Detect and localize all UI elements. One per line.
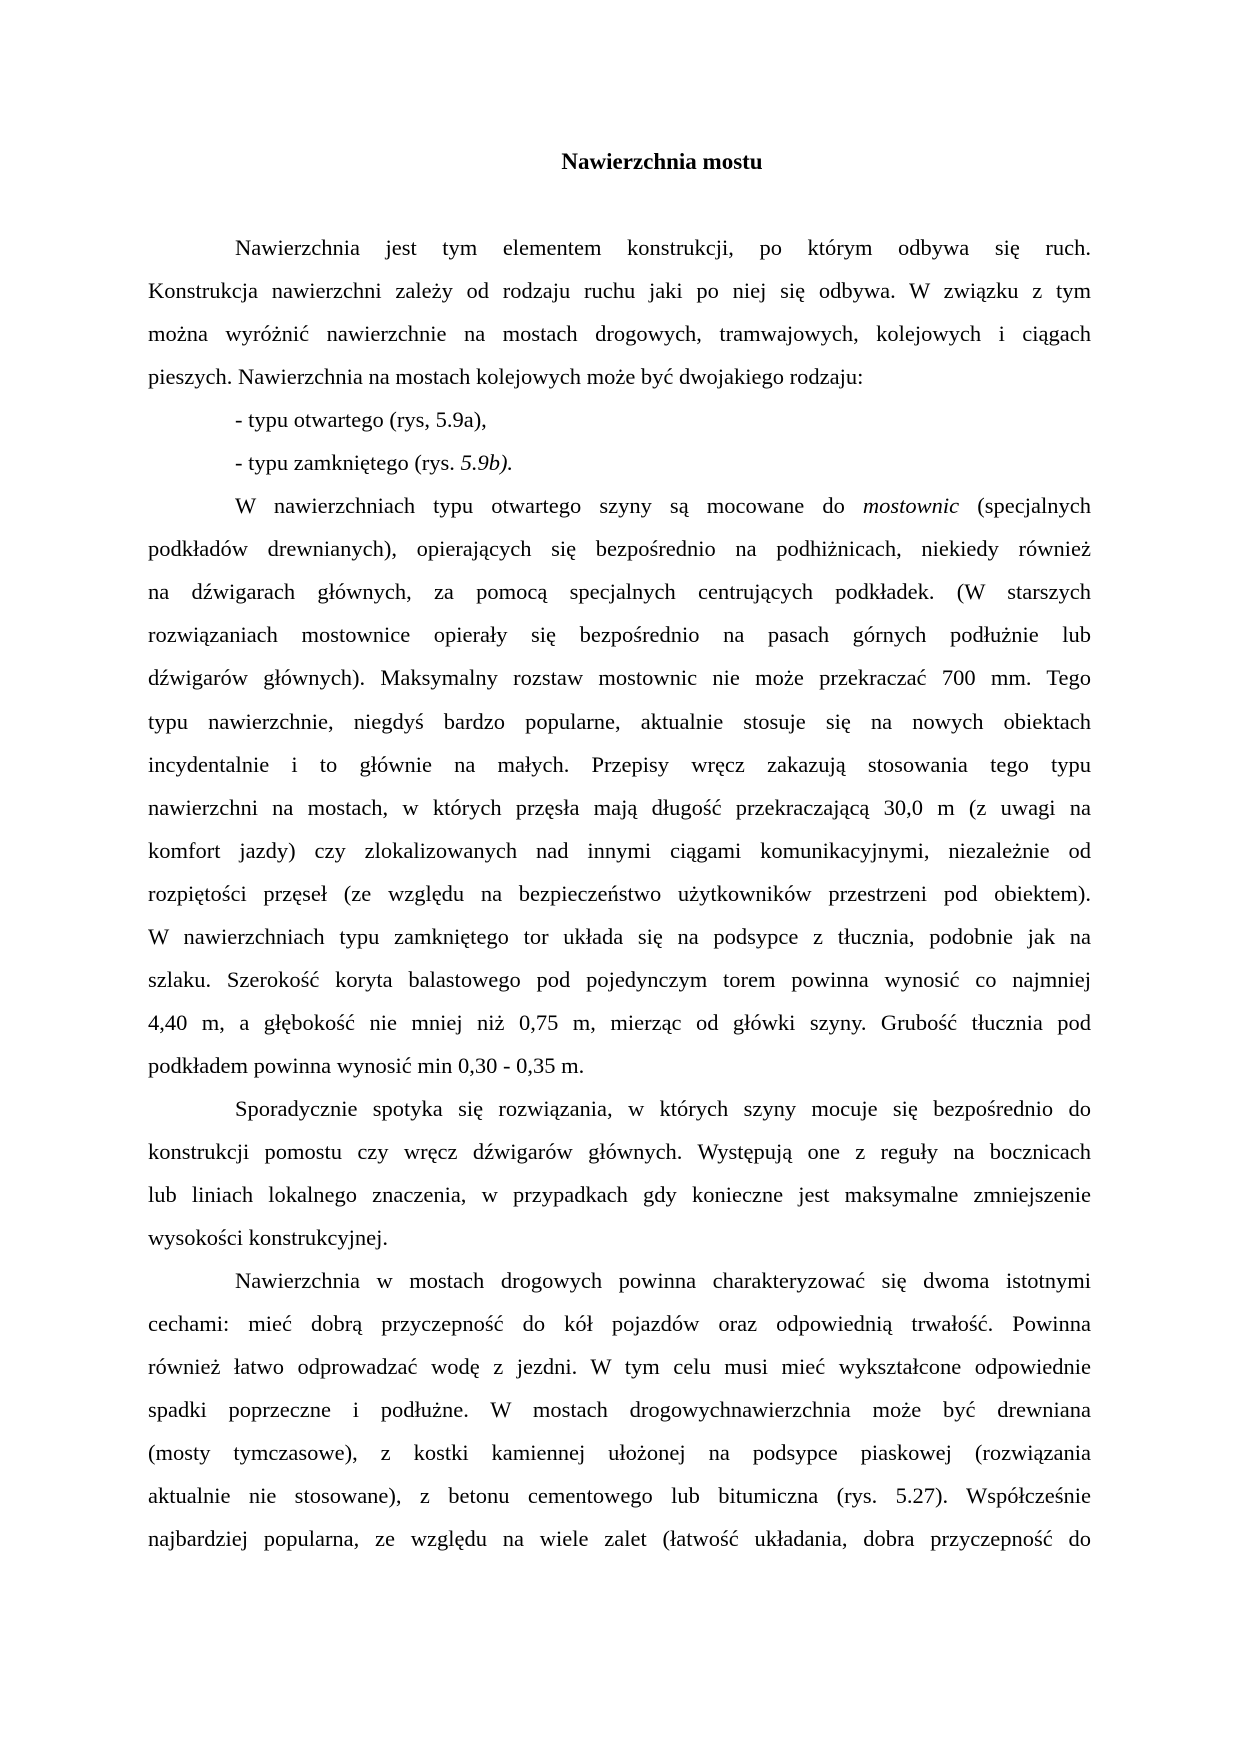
text-line: rozwiązaniach mostownice opierały się bezpośrednio na pasach górnych podłużnie lub xyxy=(148,622,1091,648)
text-line: rozpiętości przęseł (ze względu na bezpieczeństwo użytkowników przestrzeni pod obiektem). xyxy=(148,880,1091,906)
text-line: (mosty tymczasowe), z kostki kamiennej ułożonej na podsypce piaskowej (rozwiązania xyxy=(148,1440,1091,1466)
text-line: komfort jazdy) czy zlokalizowanych nad innymi ciągami komunikacyjnymi, niezależnie od xyxy=(148,837,1091,863)
text-line: - typu otwartego (rys, 5.9a), xyxy=(235,407,487,433)
text-line: Sporadycznie spotyka się rozwiązania, w których szyny mocuje się bezpośrednio do xyxy=(235,1095,1091,1121)
text-line: Nawierzchnia w mostach drogowych powinna charakteryzować się dwoma istotnymi xyxy=(235,1268,1091,1294)
text-line: pieszych. Nawierzchnia na mostach kolejowych może być dwojakiego rodzaju: xyxy=(148,364,864,390)
text-line: W nawierzchniach typu otwartego szyny są mocowane do mostownic (specjalnych xyxy=(235,493,1091,519)
text-line: szlaku. Szerokość koryta balastowego pod pojedynczym torem powinna wynosić co najmniej xyxy=(148,966,1091,992)
text-line: Nawierzchnia jest tym elementem konstrukcji, po którym odbywa się ruch. xyxy=(235,235,1091,260)
text-line: podkładów drewnianych), opierających się bezpośrednio na podhiżnicach, niekiedy również xyxy=(148,536,1091,562)
text-line: na dźwigarach głównych, za pomocą specjalnych centrujących podkładek. (W starszych xyxy=(148,579,1091,605)
document-body xyxy=(148,226,1091,1560)
text-line: 4,40 m, a głębokość nie mniej niż 0,75 m, mierząc od główki szyny. Grubość tłucznia pod xyxy=(148,1009,1091,1035)
text-line: najbardziej popularna, ze względu na wiele zalet (łatwość układania, dobra przyczepność do xyxy=(148,1526,1091,1552)
text-line: - typu zamkniętego (rys. 5.9b). xyxy=(235,450,514,476)
text-line: typu nawierzchnie, niegdyś bardzo popularne, aktualnie stosuje się na nowych obiektach xyxy=(148,708,1091,734)
text-line: wysokości konstrukcyjnej. xyxy=(148,1225,388,1251)
text-line: lub liniach lokalnego znaczenia, w przypadkach gdy konieczne jest maksymalne zmniejszenie xyxy=(148,1182,1091,1208)
text-line: można wyróżnić nawierzchnie na mostach drogowych, tramwajowych, kolejowych i ciągach xyxy=(148,321,1091,347)
text-line: również łatwo odprowadzać wodę z jezdni. W tym celu musi mieć wykształcone odpowiednie xyxy=(148,1354,1091,1380)
text-line: W nawierzchniach typu zamkniętego tor układa się na podsypce z tłucznia, podobnie jak na xyxy=(148,923,1091,949)
text-line: dźwigarów głównych). Maksymalny rozstaw mostownic nie może przekraczać 700 mm. Tego xyxy=(148,665,1091,691)
document-title: Nawierzchnia mostu xyxy=(561,149,763,174)
text-line: cechami: mieć dobrą przyczepność do kół pojazdów oraz odpowiednią trwałość. Powinna xyxy=(148,1311,1091,1337)
text-line: nawierzchni na mostach, w których przęsła mają długość przekraczającą 30,0 m (z uwagi na xyxy=(148,794,1091,820)
text-line: incydentalnie i to głównie na małych. Przepisy wręcz zakazują stosowania tego typu xyxy=(148,751,1091,777)
text-line: spadki poprzeczne i podłużne. W mostach drogowychnawierzchnia może być drewniana xyxy=(148,1397,1091,1423)
text-line: Konstrukcja nawierzchni zależy od rodzaju ruchu jaki po niej się odbywa. W związku z tym xyxy=(148,278,1091,304)
text-line: podkładem powinna wynosić min 0,30 - 0,35 m. xyxy=(148,1052,585,1078)
text-line: konstrukcji pomostu czy wręcz dźwigarów głównych. Występują one z reguły na bocznicach xyxy=(148,1138,1091,1164)
text-line: aktualnie nie stosowane), z betonu cementowego lub bitumiczna (rys. 5.27). Współcześnie xyxy=(148,1483,1091,1509)
